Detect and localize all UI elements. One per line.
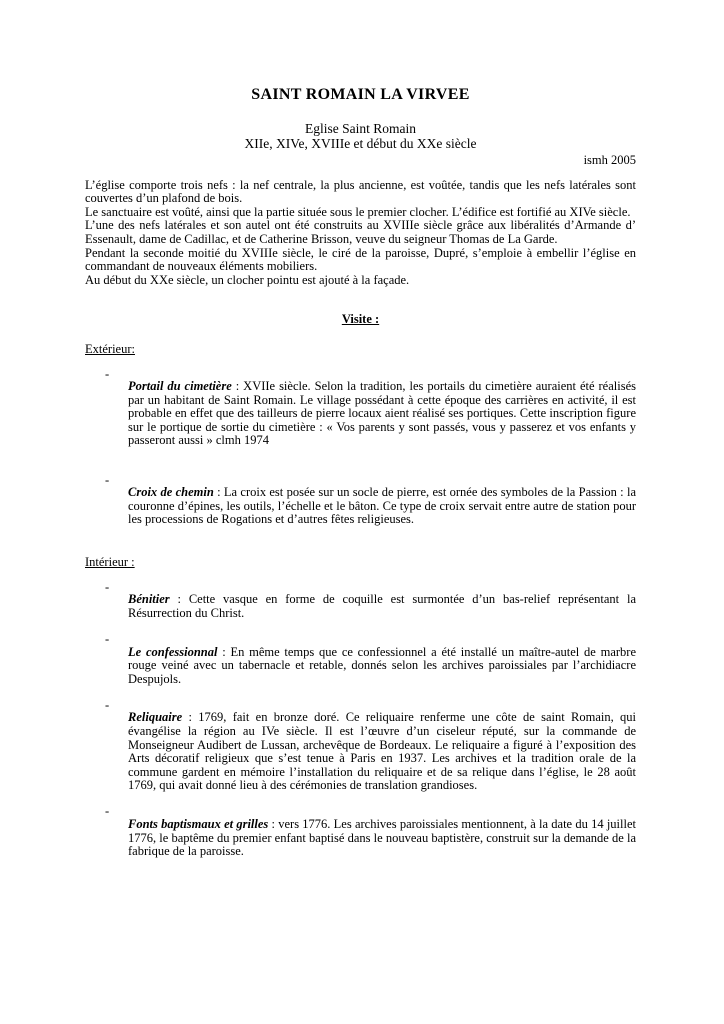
exterior-heading-text: Extérieur: [85, 341, 135, 356]
body-paragraph: Au début du XXe siècle, un clocher pointu est ajouté à la façade. [85, 272, 410, 287]
body-paragraph: L’une des nefs latérales et son autel ont été construits au XVIIIe siècle grâce aux libéralités d’Armande d’ Essenault, dame de Cadillac, et de Catherine Brisson, veuve du seigneur Thomas de La Garde. [85, 218, 636, 246]
list-bullet: - [105, 632, 110, 647]
interior-heading-text: Intérieur : [85, 555, 135, 570]
list-item-body-text: : Cette vasque en forme de coquille est surmontée d’un bas-relief représentant la Résurrection du Christ. [128, 592, 636, 620]
list-item-body-text: : En même temps que ce confessionnel a été installé un maître-autel de marbre rouge veiné avec un tabernacle et retable, donnés selon les archives paroissiales par l’archidiacre Despujols. [128, 644, 636, 686]
list-item-term: Reliquaire [128, 710, 183, 725]
list-item-term: Fonts baptismaux et grilles [128, 816, 269, 831]
list-item-text [128, 593, 636, 620]
body-paragraph: Le sanctuaire est voûté, ainsi que la partie située sous le premier clocher. L’édifice est fortifié au XIVe siècle. [85, 204, 631, 219]
list-item-croix [85, 474, 636, 540]
exterior-list [85, 368, 636, 540]
list-item-body-text: : 1769, fait en bronze doré. Ce reliquaire renferme une côte de saint Romain, qui évangélise la région au IVe siècle. Il est l’œuvre d’un ciseleur réputé, sur la commande de Monseigneur Audibert de Lussan, archevêque de Bordeaux. Le reliquaire a figuré à l’exposition des Arts décoratif religieux que s’est tenue à Paris en 1937. Les archives et la tradition orale de la commune gardent en mémoire l’installation du reliquaire et de sa relique dans l’église, le 28 août 1769, qui avait donné lieu à des cérémonies de translation grandioses. [128, 710, 636, 793]
list-item-text [128, 818, 636, 859]
list-item-text [128, 486, 636, 527]
list-item-portail [85, 368, 636, 461]
list-item-fonts-baptismaux [85, 805, 636, 871]
document-subtitle: Eglise Saint Romain [305, 121, 416, 136]
list-bullet: - [105, 697, 110, 712]
list-item-text [128, 711, 636, 793]
exterior-heading [85, 343, 636, 357]
list-bullet: - [105, 472, 110, 487]
list-item-confessionnal [85, 633, 636, 699]
list-item-term: Portail du cimetière [128, 379, 232, 394]
list-item-reliquaire [85, 699, 636, 806]
interior-list [85, 581, 636, 871]
intro-section [85, 179, 636, 288]
visite-heading [85, 313, 636, 327]
list-item-term: Croix de chemin [128, 485, 214, 499]
document-title: SAINT ROMAIN LA VIRVEE [251, 86, 470, 103]
visite-heading-text: Visite : [341, 312, 380, 327]
list-item-body-text: : La croix est posée sur un socle de pierre, est ornée des symboles de la Passion : la couronne d’épines, les outils, l’échelle et le bâton. Ce type de croix servait entre autre de station pour les processions de Rogations et d’autres fêtes religieuses. [128, 485, 636, 527]
list-item-term: Bénitier [128, 592, 170, 607]
list-item-body-text: : XVIIe siècle. Selon la tradition, les portails du cimetière auraient été réalisés par un habitant de Saint Romain. Le village possédant à cette époque des carrières en activité, il est probable en effet que des tailleurs de pierre locaux aient réalisé ses portiques. Cette inscription figure sur le portique de sortie du cimetière : « Vos parents y sont passés, vous y passerez et vos enfants y passeront aussi » clmh 1974 [128, 379, 636, 448]
list-bullet: - [105, 366, 110, 381]
list-item-benitier [85, 581, 636, 633]
list-bullet: - [105, 579, 110, 594]
list-item-term: Le confessionnal [128, 644, 218, 659]
list-bullet: - [105, 804, 110, 819]
list-item-text [128, 380, 636, 448]
ismh-credit: ismh 2005 [583, 153, 636, 167]
body-paragraph: Pendant la seconde moitié du XVIIIe siècle, le ciré de la paroisse, Dupré, s’emploie à embellir l’église en commandant de nouveaux éléments mobiliers. [85, 245, 636, 274]
interior-heading [85, 556, 636, 570]
document-subtitle-period: XIIe, XIVe, XVIIIe et début du XXe siècle [244, 136, 477, 151]
list-item-text [128, 646, 636, 687]
body-paragraph: L’église comporte trois nefs : la nef centrale, la plus ancienne, est voûtée, tandis que les nefs latérales sont couvertes d’un plafond de bois. [85, 177, 636, 206]
list-item-body-text: : vers 1776. Les archives paroissiales mentionnent, à la date du 14 juillet 1776, le baptême du premier enfant baptisé dans le nouveau baptistère, construit sur la demande de la fabrique de la paroisse. [128, 816, 636, 859]
